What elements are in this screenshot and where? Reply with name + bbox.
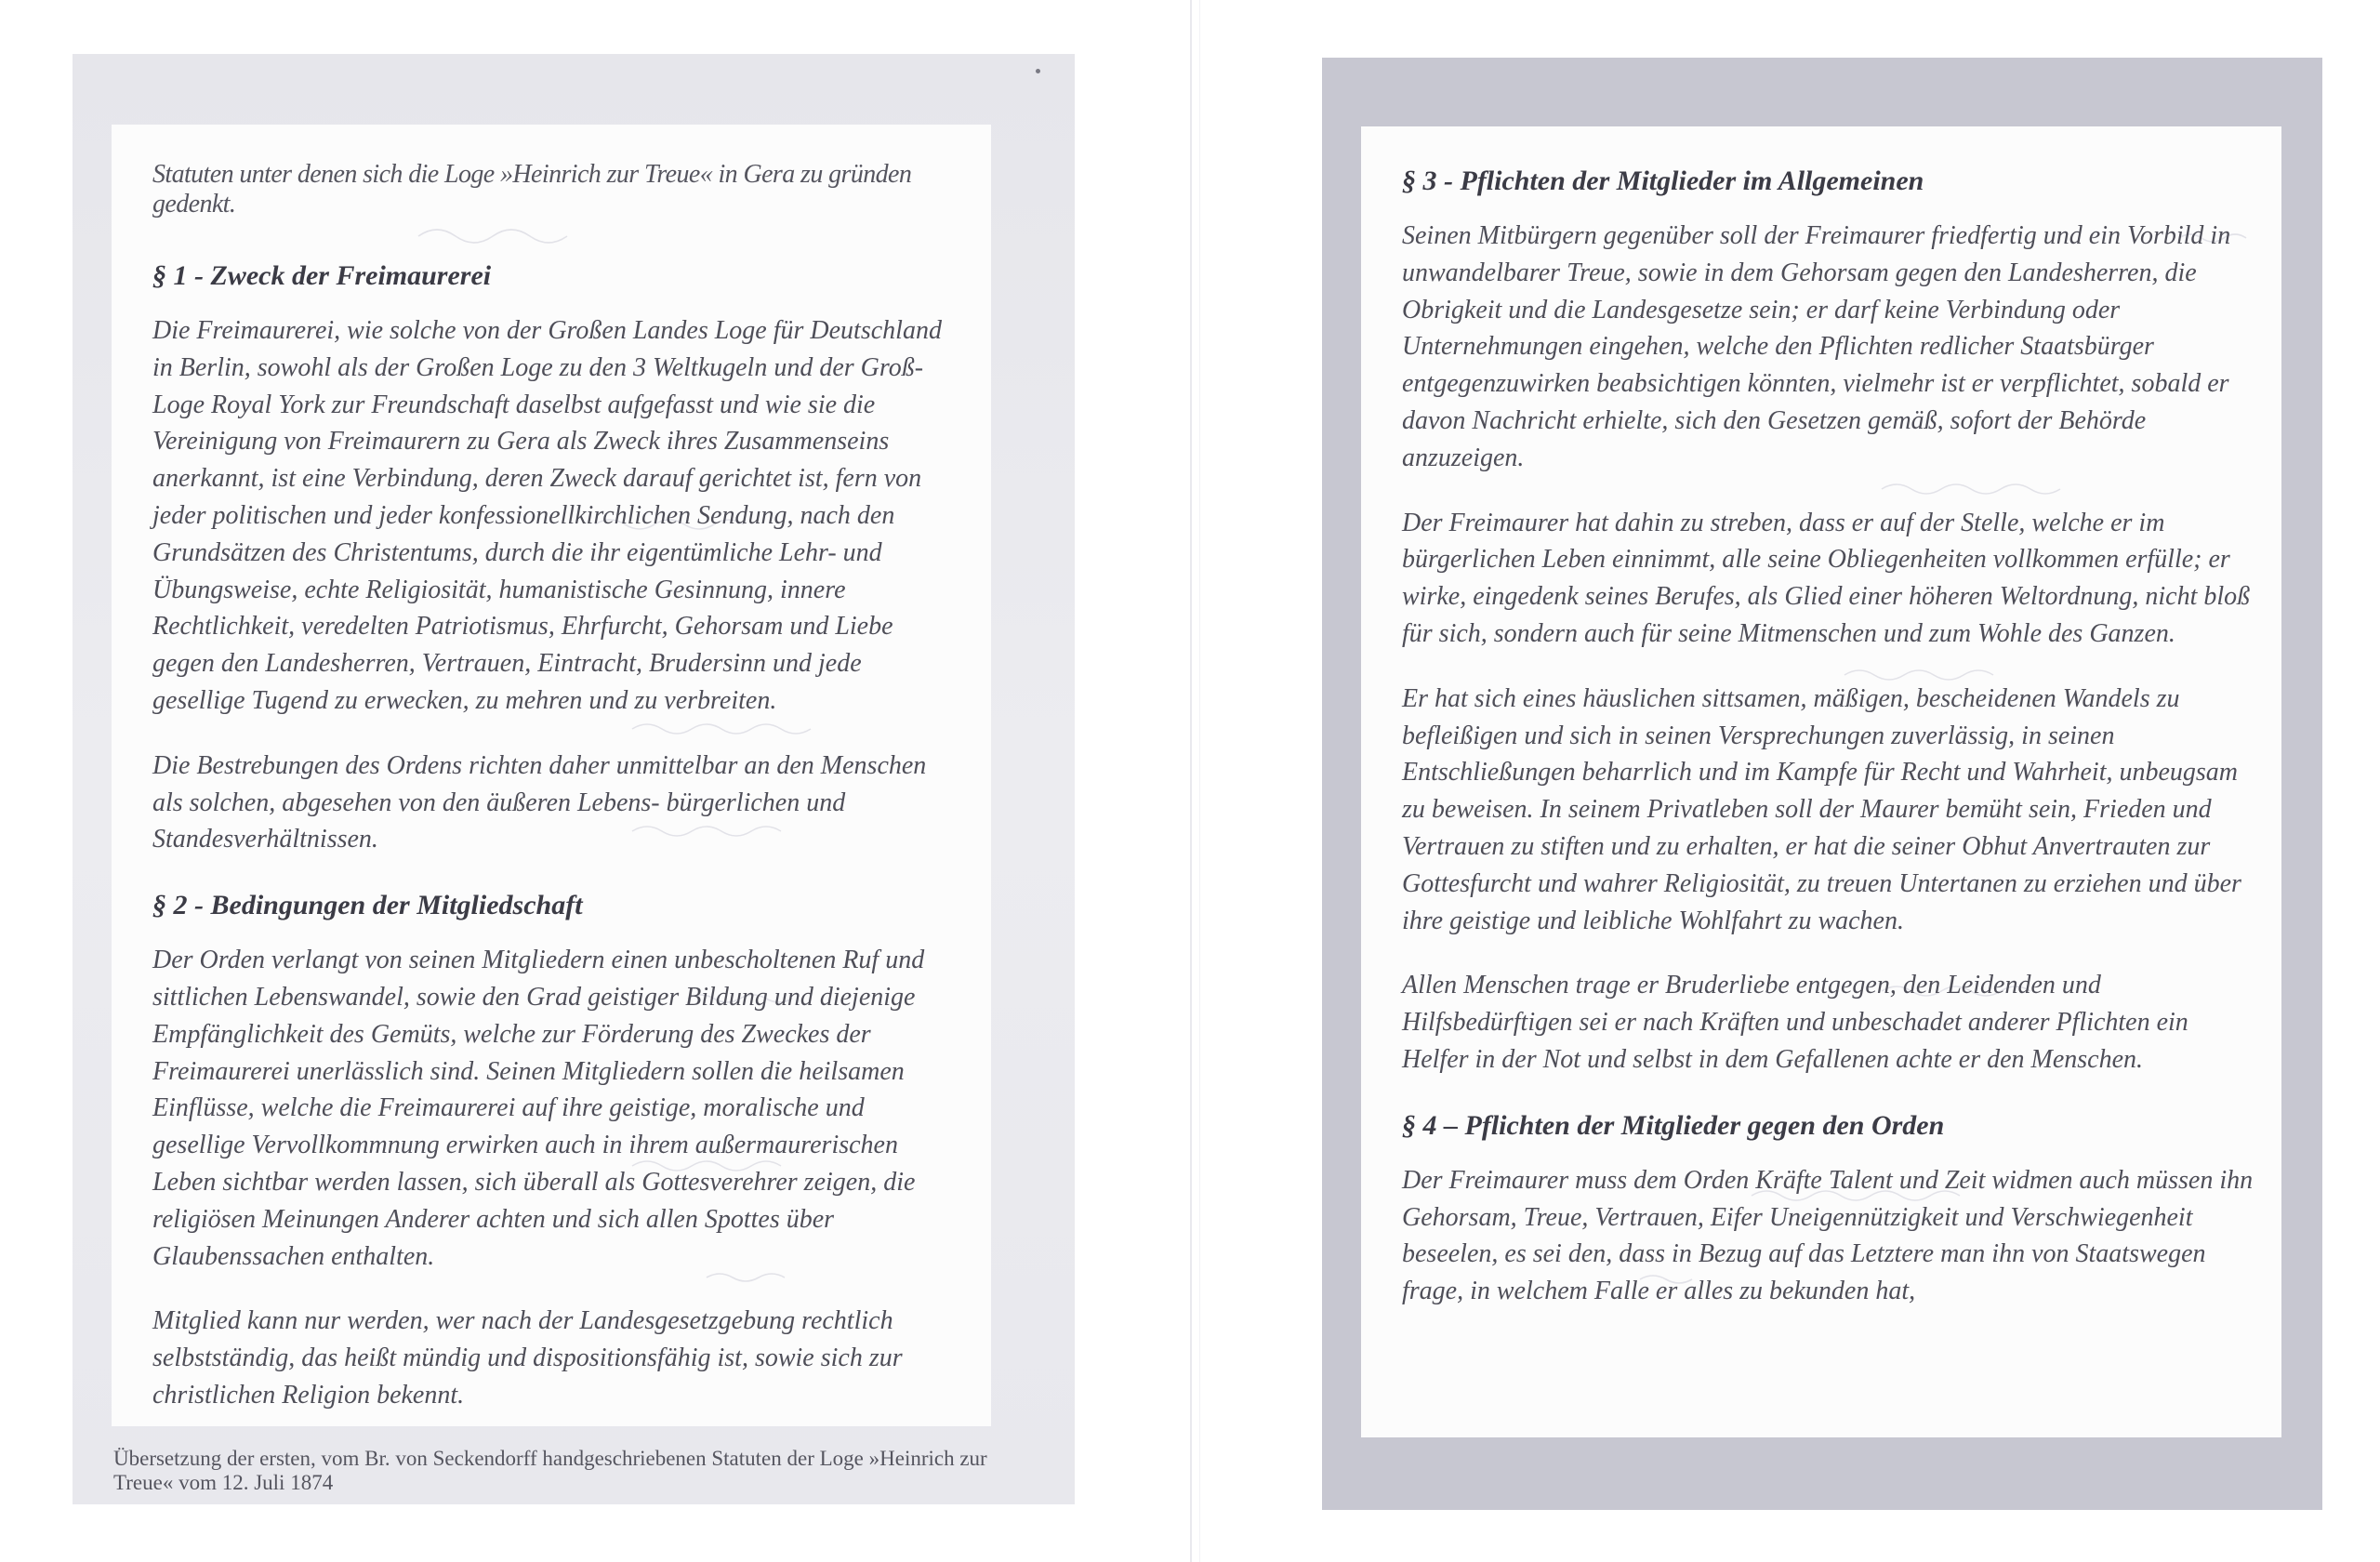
- section-2-paragraph-1: Der Orden verlangt von seinen Mitgliedern einen unbescholtenen Ruf und sittlichen Lebenswandel, sowie den Grad geistiger Bildung und diejenige Empfänglichkeit des Gemüts, welche zur Förderung des Zweckes der Freimaurerei unerlässlich sind. Seinen Mitgliedern sollen die heilsamen Einflüsse, welche die Freimaurerei auf ihre geistige, moralische und gesellige Vervollkommnung erwirken auch in ihrem außermaurerischen Leben sichtbar werden lassen, sich überall als Gottesverehrer zeigen, die religiösen Meinungen Anderer achten und sich allen Spottes über Glaubenssachen enthalten.: [152, 946, 925, 1271]
- section-3-paragraph-3: Er hat sich eines häuslichen sittsamen, mäßigen, bescheidenen Wandels zu befleißigen und sich in seinen Versprechungen zuverlässig, in seinen Entschließungen beharrlich und im Kampfe für Recht und Wahrheit, unbeugsam zu beweisen. In seinem Privatleben soll der Maurer bemüht sein, Frieden und Vertrauen zu stiften und zu erhalten, er hat die seiner Obhut Anvertrauten zur Gottesfurcht und wahrer Religiosität, zu treuen Untertanen zu erziehen und über ihre geistige und leibliche Wohlfahrt zu wachen.: [1402, 683, 2241, 935]
- section-1-paragraph-2: Die Bestrebungen des Ordens richten daher unmittelbar an den Menschen als solchen, abgesehen von den äußeren Lebens- bürgerlichen und Standesverhältnissen.: [152, 750, 927, 854]
- left-text-panel: [112, 125, 991, 1426]
- section-3-paragraph-2: Der Freimaurer hat dahin zu streben, dass er auf der Stelle, welche er im bürgerlichen Leben einnimmt, alle seine Obliegenheiten vollkommen erfülle; er wirke, eingedenk seines Berufes, als Glied einer höheren Weltordnung, nicht bloß für sich, sondern auch für seine Mitmenschen und zum Wohle des Ganzen.: [1402, 508, 2251, 648]
- section-2-paragraph-2: Mitglied kann nur werden, wer nach der Landesgesetzgebung rechtlich selbstständig, das heißt mündig und dispositionsfähig ist, sowie sich zur christlichen Religion bekennt.: [152, 1306, 903, 1410]
- right-text-panel: [1361, 126, 2281, 1437]
- section-heading-1: § 1 - Zweck der Freimaurerei: [152, 260, 492, 291]
- section-1-paragraph-1: Die Freimaurerei, wie solche von der Großen Landes Loge für Deutschland in Berlin, sowohl als der Großen Loge zu den 3 Weltkugeln und der Groß-Loge Royal York zur Freundschaft daselbst aufgefasst und wie sie die Vereinigung von Freimaurern zu Gera als Zweck ihres Zusammenseins anerkannt, ist eine Verbindung, deren Zweck darauf gerichtet ist, fern von jeder politischen und jeder konfessionellkirchlichen Sendung, nach den Grundsätzen des Christentums, durch die ihr eigentümliche Lehr- und Übungsweise, echte Religiosität, humanistische Gesinnung, innere Rechtlichkeit, veredelten Patriotismus, Ehrfurcht, Gehorsam und Liebe gegen den Landesherren, Vertrauen, Eintracht, Brudersinn und jede gesellige Tugend zu erwecken, zu mehren und zu verbreiten.: [152, 316, 942, 715]
- section-3-paragraph-4: Allen Menschen trage er Bruderliebe entgegen, den Leidenden und Hilfsbedürftigen sei er nach Kräften und unbeschadet anderer Pflichten ein Helfer in der Not und selbst in dem Gefallenen achte er den Menschen.: [1402, 971, 2188, 1074]
- section-heading-4: § 4 – Pflichten der Mitglieder gegen den Orden: [1402, 1109, 1945, 1141]
- figure-caption: Übersetzung der ersten, vom Br. von Seckendorff handgeschriebenen Statuten der Loge »Heinrich zur Treue« vom 12. Juli 1874: [113, 1447, 987, 1494]
- book-spine: [1190, 0, 1192, 1562]
- section-heading-3: § 3 - Pflichten der Mitglieder im Allgemeinen: [1402, 165, 1924, 196]
- section-3-paragraph-1: Seinen Mitbürgern gegenüber soll der Freimaurer friedfertig und ein Vorbild in unwandelbarer Treue, sowie in dem Gehorsam gegen den Landesherren, die Obrigkeit und die Landesgesetze sein; er darf keine Verbindung oder Unternehmungen eingehen, welche den Pflichten redlicher Staatsbürger entgegenzuwirken beabsichtigen könnten, vielmehr ist er verpflichtet, sobald er davon Nachricht erhielte, sich den Gesetzen gemäß, sofort der Behörde anzuzeigen.: [1402, 221, 2231, 472]
- paper-speck: [1036, 69, 1040, 73]
- page-edge: [1199, 0, 1200, 1562]
- section-4-paragraph-1: Der Freimaurer muss dem Orden Kräfte Talent und Zeit widmen auch müssen ihn Gehorsam, Treue, Vertrauen, Eifer Uneigennützigkeit und Verschwiegenheit beseelen, es sei den, dass in Bezug auf das Letztere man ihn von Staatswegen frage, in welchem Falle er alles zu bekunden hat,: [1402, 1165, 2254, 1306]
- section-heading-2: § 2 - Bedingungen der Mitgliedschaft: [152, 890, 583, 921]
- document-intro: Statuten unter denen sich die Loge »Heinrich zur Treue« in Gera zu gründen gedenkt.: [152, 160, 912, 218]
